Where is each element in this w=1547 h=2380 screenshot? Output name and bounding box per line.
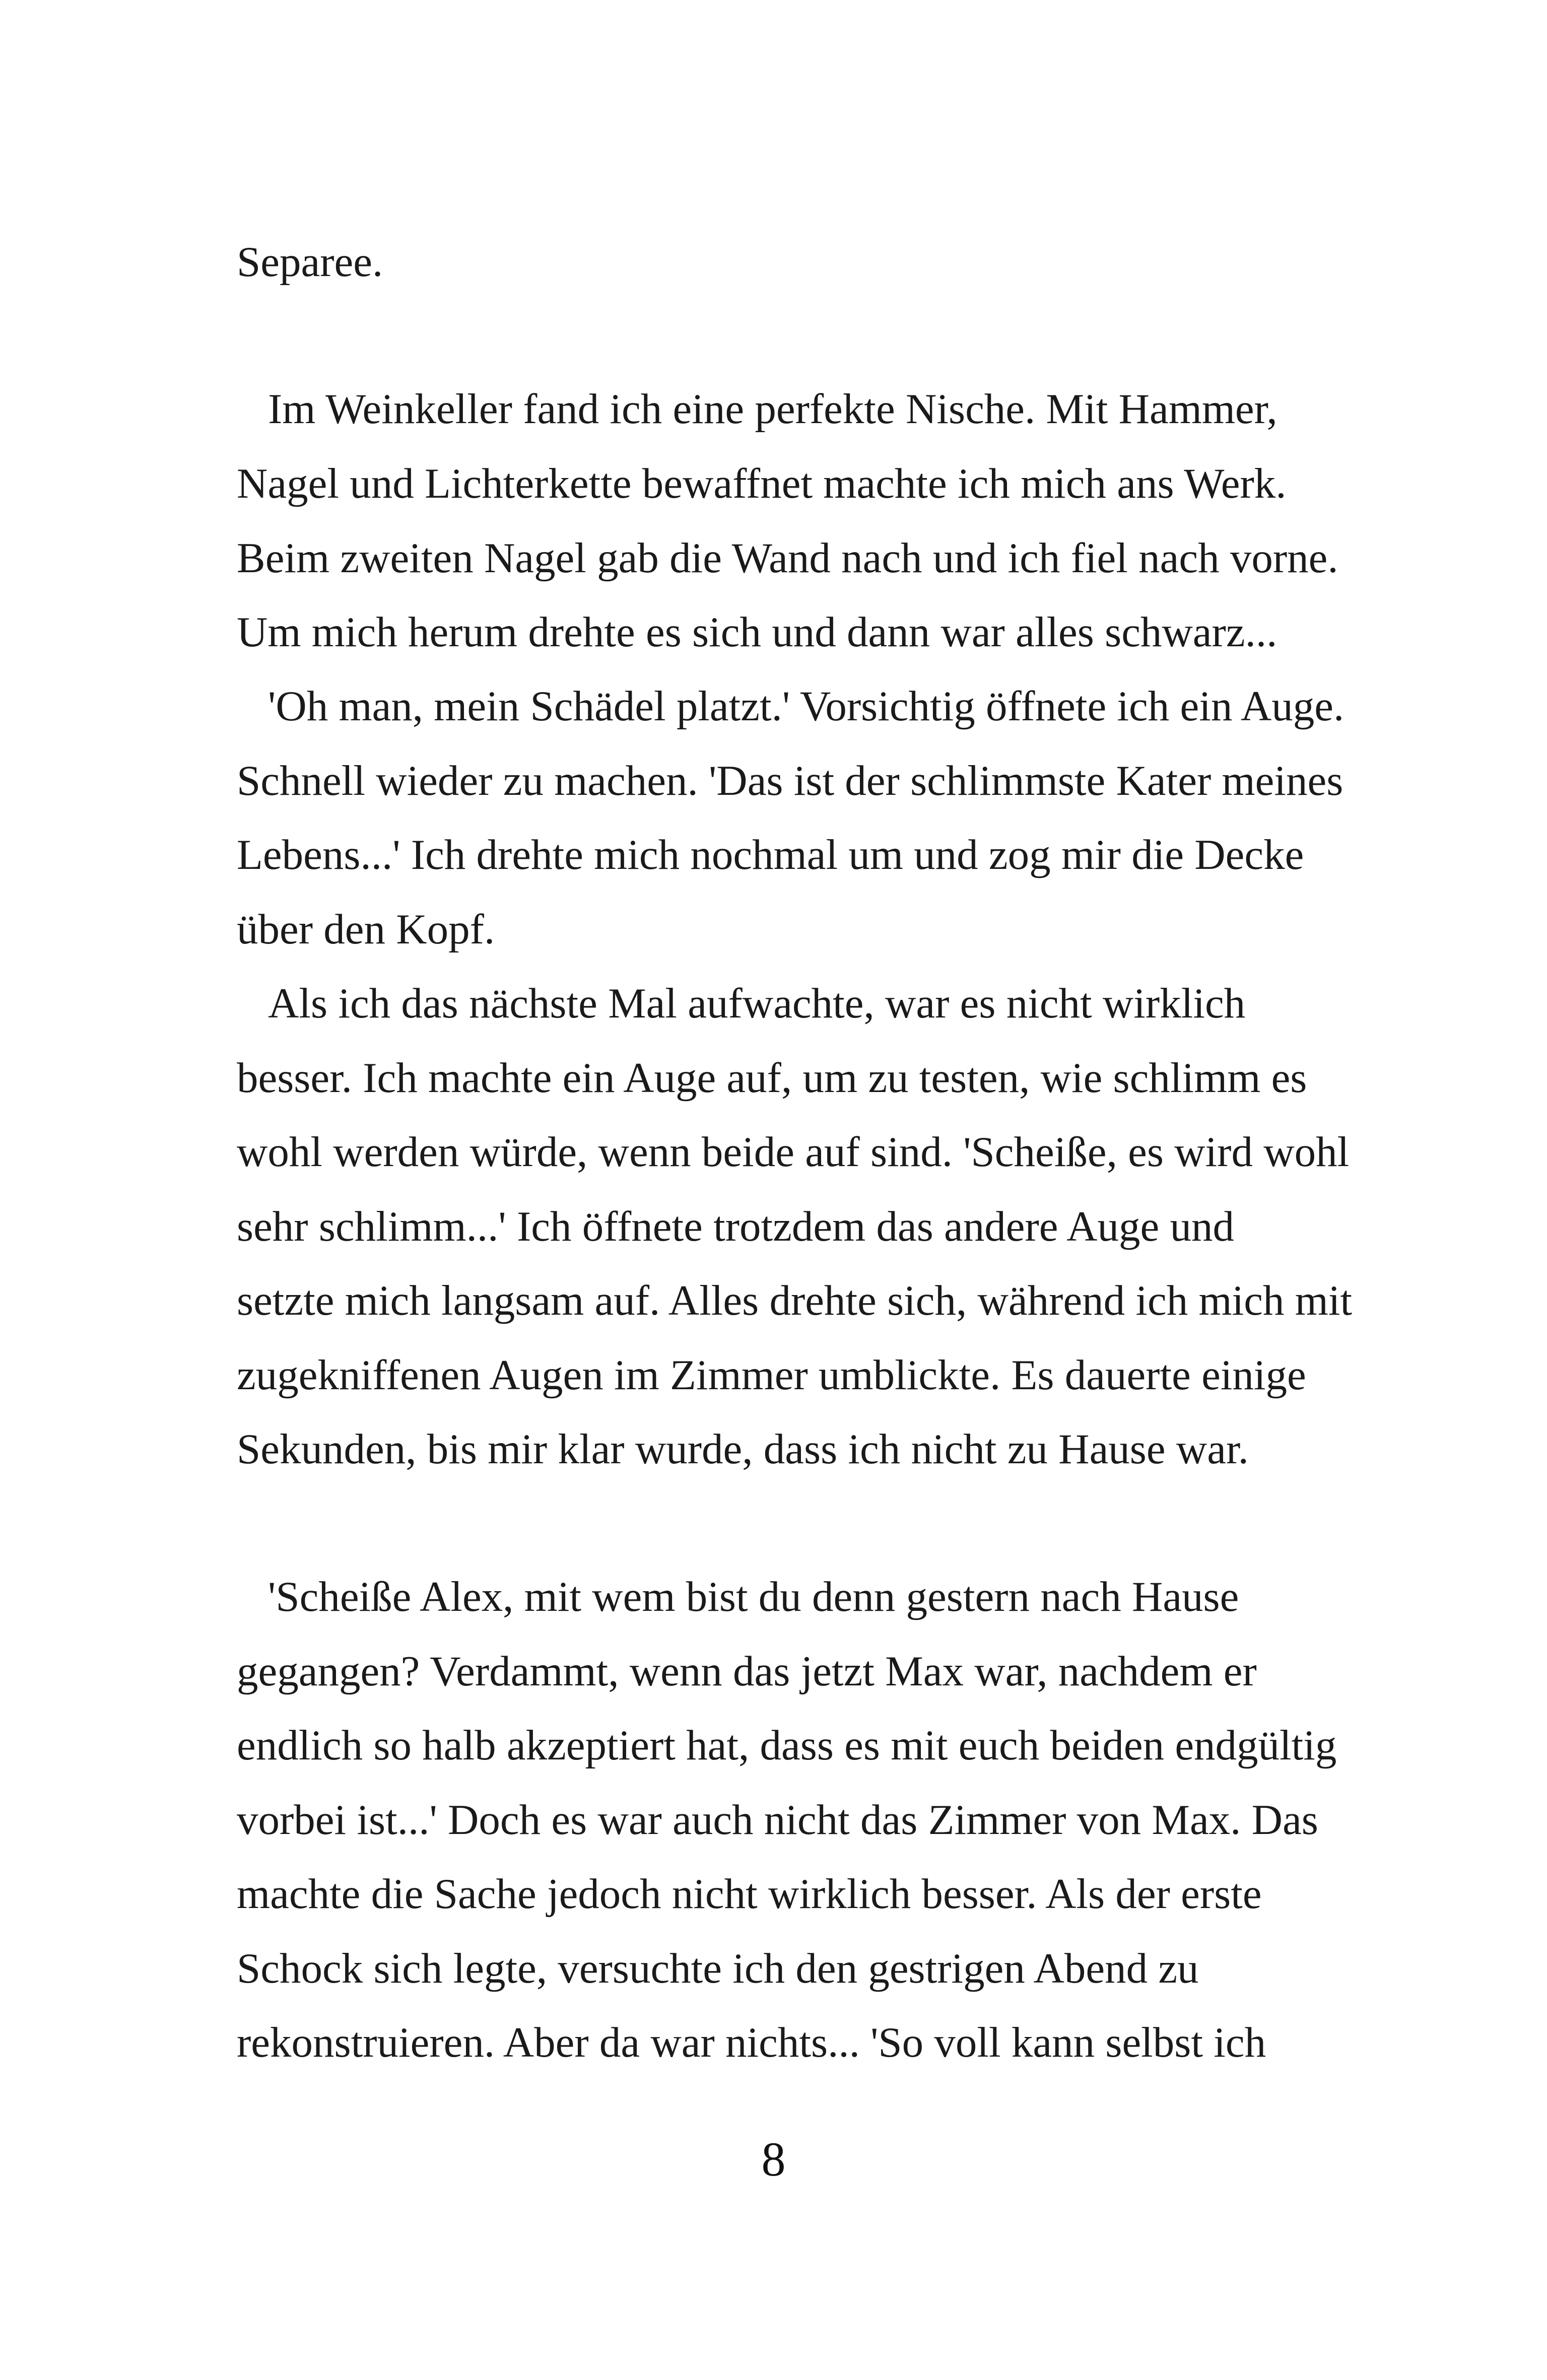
text-line: gegangen? Verdammt, wenn das jetzt Max war, nachdem er (237, 1648, 1257, 1695)
text-line: Schnell wieder zu machen. 'Das ist der schlimmste Kater meines (237, 757, 1343, 804)
text-line: Nagel und Lichterkette bewaffnet machte ich mich ans Werk. (237, 460, 1287, 507)
text-line: endlich so halb akzeptiert hat, dass es mit euch beiden endgültig (237, 1722, 1337, 1769)
text-line: besser. Ich machte ein Auge auf, um zu testen, wie schlimm es (237, 1054, 1307, 1102)
text-line: über den Kopf. (237, 906, 495, 953)
text-line: Lebens...' Ich drehte mich nochmal um und zog mir die Decke (237, 831, 1304, 878)
text-line: rekonstruieren. Aber da war nichts... 'So voll kann selbst ich (237, 2019, 1266, 2066)
text-line: setzte mich langsam auf. Alles drehte sich, während ich mich mit (237, 1277, 1353, 1324)
page-number: 8 (761, 2132, 786, 2186)
text-line: wohl werden würde, wenn beide auf sind. 'Scheiße, es wird wohl (237, 1128, 1350, 1176)
text-line: zugekniffenen Augen im Zimmer umblickte. Es dauerte einige (237, 1351, 1306, 1399)
text-line: Sekunden, bis mir klar wurde, dass ich nicht zu Hause war. (237, 1425, 1249, 1473)
text-line: Schock sich legte, versuchte ich den gestrigen Abend zu (237, 1945, 1199, 1992)
text-line: 'Scheiße Alex, mit wem bist du denn gestern nach Hause (268, 1573, 1239, 1620)
text-line: vorbei ist...' Doch es war auch nicht das Zimmer von Max. Das (237, 1796, 1318, 1844)
text-line: machte die Sache jedoch nicht wirklich besser. Als der erste (237, 1870, 1262, 1918)
text-line: Separee. (237, 238, 383, 286)
text-line: Um mich herum drehte es sich und dann war alles schwarz... (237, 608, 1277, 656)
text-line: Als ich das nächste Mal aufwachte, war es nicht wirklich (268, 980, 1246, 1027)
text-line: 'Oh man, mein Schädel platzt.' Vorsichtig öffnete ich ein Auge. (268, 683, 1344, 730)
text-line: Beim zweiten Nagel gab die Wand nach und ich fiel nach vorne. (237, 534, 1338, 582)
text-line: Im Weinkeller fand ich eine perfekte Nische. Mit Hammer, (268, 385, 1277, 433)
text-line: sehr schlimm...' Ich öffnete trotzdem das andere Auge und (237, 1203, 1234, 1250)
